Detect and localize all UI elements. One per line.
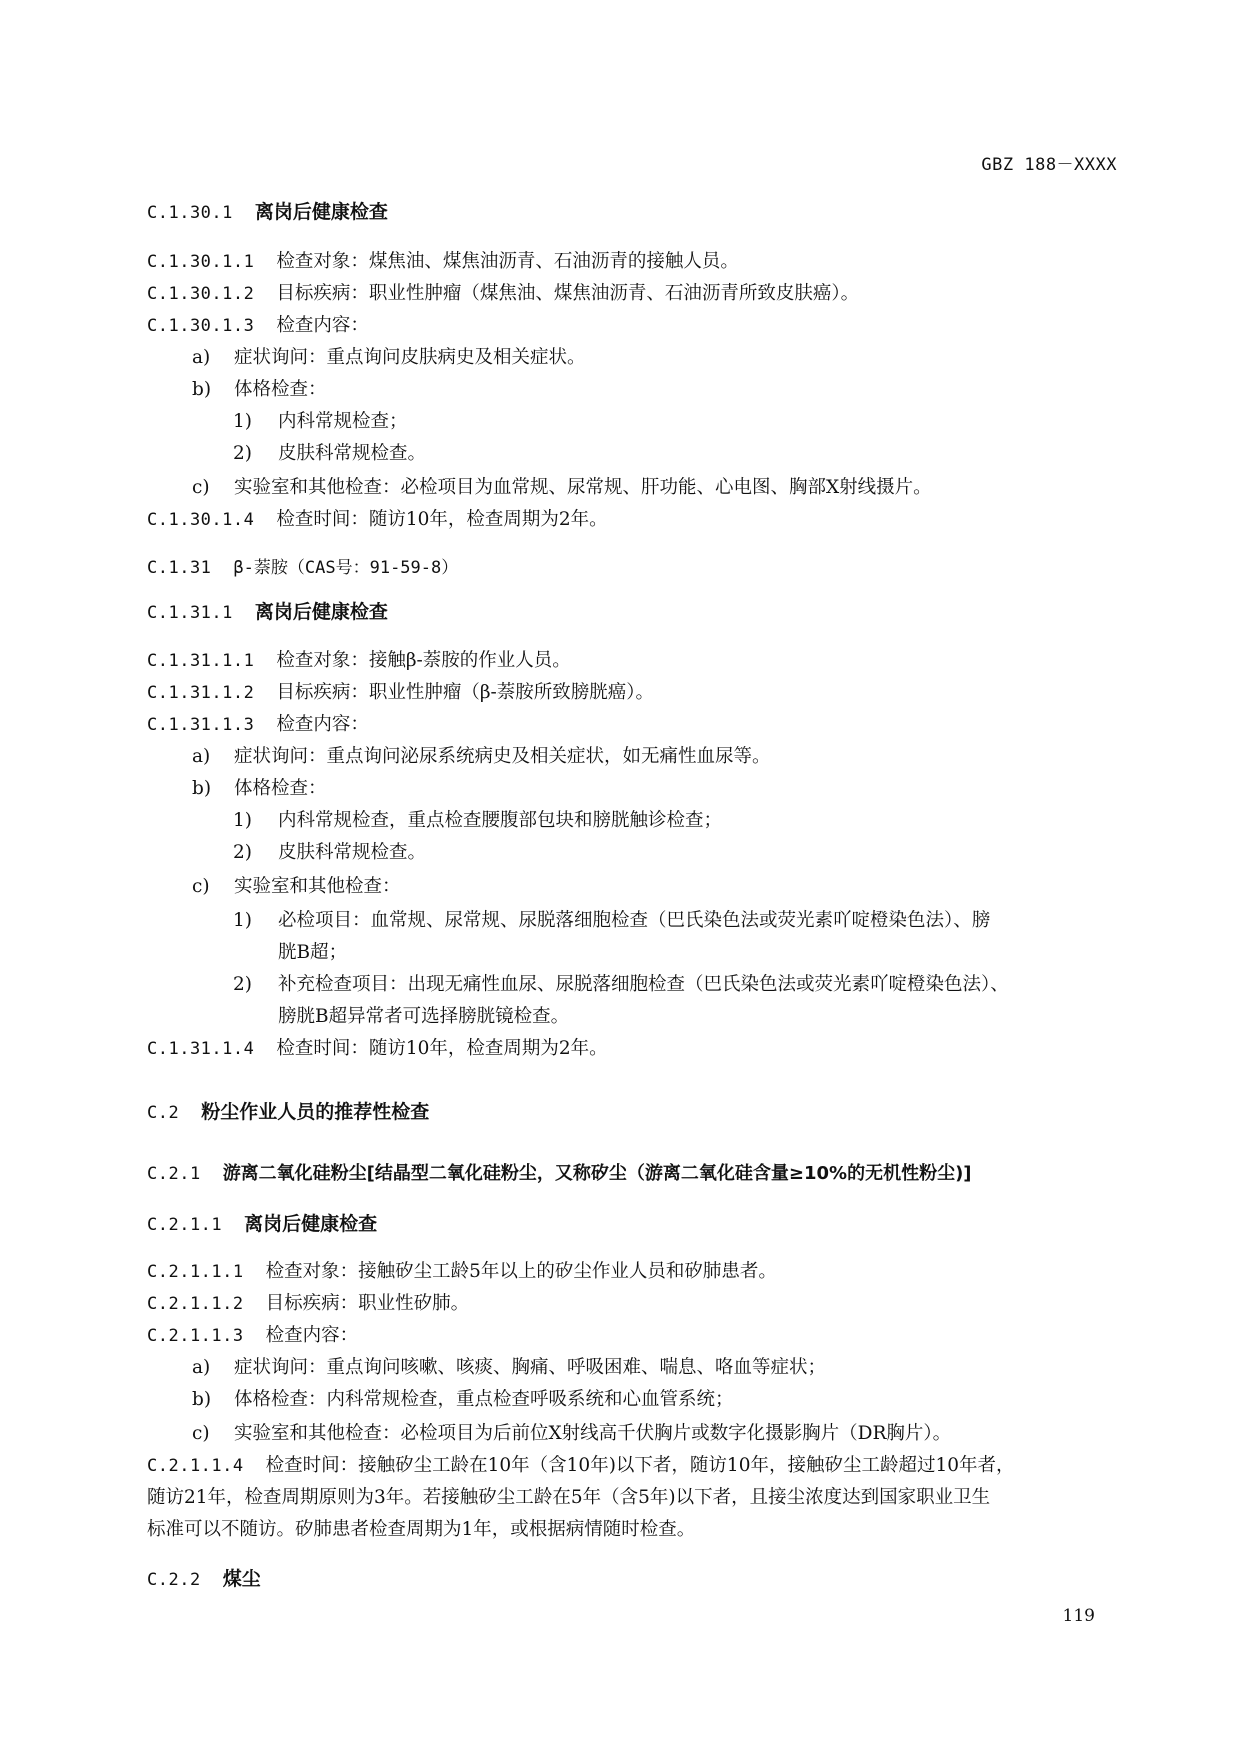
list-text: 实验室和其他检查：必检项目为后前位X射线高千伏胸片或数字化摄影胸片（DR胸片）。 [234,1423,952,1444]
section-title: 游离二氧化硅粉尘[结晶型二氧化硅粉尘，又称矽尘（游离二氧化硅含量≥10%的无机性粉尘)] [222,1163,972,1184]
clause-text: 随访21年，检查周期原则为3年。若接触矽尘工龄在5年（含5年)以下者，且接尘浓度达到国家职业卫生 [147,1487,991,1508]
list-text: 实验室和其他检查： [234,876,401,897]
clause-number: C.2.1.1.2 [147,1294,244,1314]
section-number: C.1.30.1 [147,203,233,223]
sub-list-item [233,909,990,933]
section-heading [147,1212,377,1237]
list-item [192,1356,826,1380]
clause-number: C.1.31.1.4 [147,1039,255,1059]
section-number: C.2.1.1 [147,1215,223,1235]
list-label: a) [192,1357,211,1378]
clause-number: C.1.31.1.2 [147,683,255,703]
clause-line [147,250,739,274]
clause-number: C.1.30.1.3 [147,316,255,336]
list-label: 1) [233,910,252,931]
list-text: 皮肤科常规检查。 [278,842,427,863]
list-label: b) [192,778,212,799]
clause-number: C.2.1.1.3 [147,1326,244,1346]
list-label: 2) [233,842,252,863]
list-text: 内科常规检查，重点检查腰腹部包块和膀胱触诊检查； [278,810,723,831]
clause-number: C.1.31.1.3 [147,715,255,735]
clause-text: 目标疾病：职业性肿瘤（β-萘胺所致膀胱癌）。 [276,682,655,703]
sub-list-item [233,809,722,833]
list-item [192,777,327,801]
clause-line [147,1260,777,1284]
section-heading [147,1567,261,1592]
clause-line [147,282,859,306]
clause-text: 检查内容： [276,714,369,735]
list-label: c) [192,477,210,498]
page-number: 119 [1062,1606,1095,1626]
list-text: 体格检查：内科常规检查，重点检查呼吸系统和心血管系统； [234,1389,734,1410]
section-title: 离岗后健康检查 [254,601,388,623]
clause-number: C.1.31.1.1 [147,651,255,671]
sub-list-item [233,973,1009,997]
list-text: 体格检查： [234,379,327,400]
list-label: a) [192,347,211,368]
list-item [192,476,932,500]
clause-line [147,649,571,673]
section-title: 离岗后健康检查 [254,201,388,223]
clause-line [147,508,608,532]
clause-text: 目标疾病：职业性肿瘤（煤焦油、煤焦油沥青、石油沥青所致皮肤癌）。 [276,283,860,304]
clause-text: 标准可以不随访。矽肺患者检查周期为1年，或根据病情随时检查。 [147,1519,696,1540]
clause-text: 目标疾病：职业性矽肺。 [265,1293,470,1314]
list-text: 必检项目：血常规、尿常规、尿脱落细胞检查（巴氏染色法或荧光素吖啶橙染色法）、膀 [278,910,991,931]
list-text: 症状询问：重点询问咳嗽、咳痰、胸痛、呼吸困难、喘息、咯血等症状； [234,1357,827,1378]
section-number: C.2 [147,1103,180,1123]
list-item [192,1388,734,1412]
section-number: C.2.1 [147,1164,201,1184]
list-label: c) [192,876,210,897]
clause-line [147,1454,1015,1478]
section-heading [147,556,458,580]
list-label: b) [192,379,212,400]
section-number: C.1.31 [147,558,212,578]
list-text: 膀胱B超异常者可选择膀胱镜检查。 [278,1006,570,1027]
section-heading [147,200,388,225]
clause-line [147,314,369,338]
section-title: 离岗后健康检查 [244,1213,378,1235]
clause-line [147,713,369,737]
clause-number: C.2.1.1.4 [147,1456,244,1476]
list-text: 症状询问：重点询问皮肤病史及相关症状。 [234,347,586,368]
clause-number: C.1.30.1.4 [147,510,255,530]
clause-continuation [147,1486,990,1510]
section-title: β-萘胺（CAS号：91-59-8） [233,558,459,578]
list-label: 1) [233,810,252,831]
clause-text: 检查对象：煤焦油、煤焦油沥青、石油沥青的接触人员。 [276,251,739,272]
section-heading [147,1162,972,1186]
clause-text: 检查内容： [265,1325,359,1346]
section-title: 煤尘 [222,1568,261,1590]
clause-continuation [147,1518,695,1542]
section-title: 粉尘作业人员的推荐性检查 [201,1101,430,1123]
list-text: 症状询问：重点询问泌尿系统病史及相关症状，如无痛性血尿等。 [234,746,771,767]
sub-list-item-continuation [278,1005,569,1029]
clause-line [147,681,654,705]
list-item [192,875,401,899]
list-label: 1) [233,411,252,432]
sub-list-item [233,410,408,434]
clause-line [147,1324,358,1348]
list-text: 体格检查： [234,778,327,799]
clause-text: 检查对象：接触β-萘胺的作业人员。 [276,650,571,671]
list-item [192,346,586,370]
list-label: b) [192,1389,212,1410]
clause-text: 检查时间：接触矽尘工龄在10年（含10年)以下者，随访10年，接触矽尘工龄超过10年者， [265,1455,1015,1476]
list-text: 内科常规检查； [278,411,408,432]
list-item [192,1422,951,1446]
list-label: 2) [233,443,252,464]
clause-number: C.2.1.1.1 [147,1262,244,1282]
document-code: GBZ 188－XXXX [981,155,1117,175]
clause-line [147,1037,608,1061]
clause-number: C.1.30.1.1 [147,252,255,272]
sub-list-item [233,841,426,865]
list-item [192,745,771,769]
clause-text: 检查时间：随访10年，检查周期为2年。 [276,1038,608,1059]
sub-list-item-continuation [278,941,347,965]
list-text: 皮肤科常规检查。 [278,443,427,464]
section-heading [147,600,388,625]
clause-number: C.1.30.1.2 [147,284,255,304]
list-item [192,378,327,402]
section-heading [147,1100,429,1125]
section-number: C.2.2 [147,1570,201,1590]
clause-line [147,1292,469,1316]
list-label: 2) [233,974,252,995]
clause-text: 检查对象：接触矽尘工龄5年以上的矽尘作业人员和矽肺患者。 [265,1261,777,1282]
section-number: C.1.31.1 [147,603,233,623]
clause-text: 检查时间：随访10年，检查周期为2年。 [276,509,608,530]
sub-list-item [233,442,426,466]
list-label: c) [192,1423,210,1444]
clause-text: 检查内容： [276,315,369,336]
list-text: 实验室和其他检查：必检项目为血常规、尿常规、肝功能、心电图、胸部X射线摄片。 [234,477,932,498]
list-label: a) [192,746,211,767]
list-text: 胱B超； [278,942,348,963]
list-text: 补充检查项目：出现无痛性血尿、尿脱落细胞检查（巴氏染色法或荧光素吖啶橙染色法）、 [278,974,1009,995]
